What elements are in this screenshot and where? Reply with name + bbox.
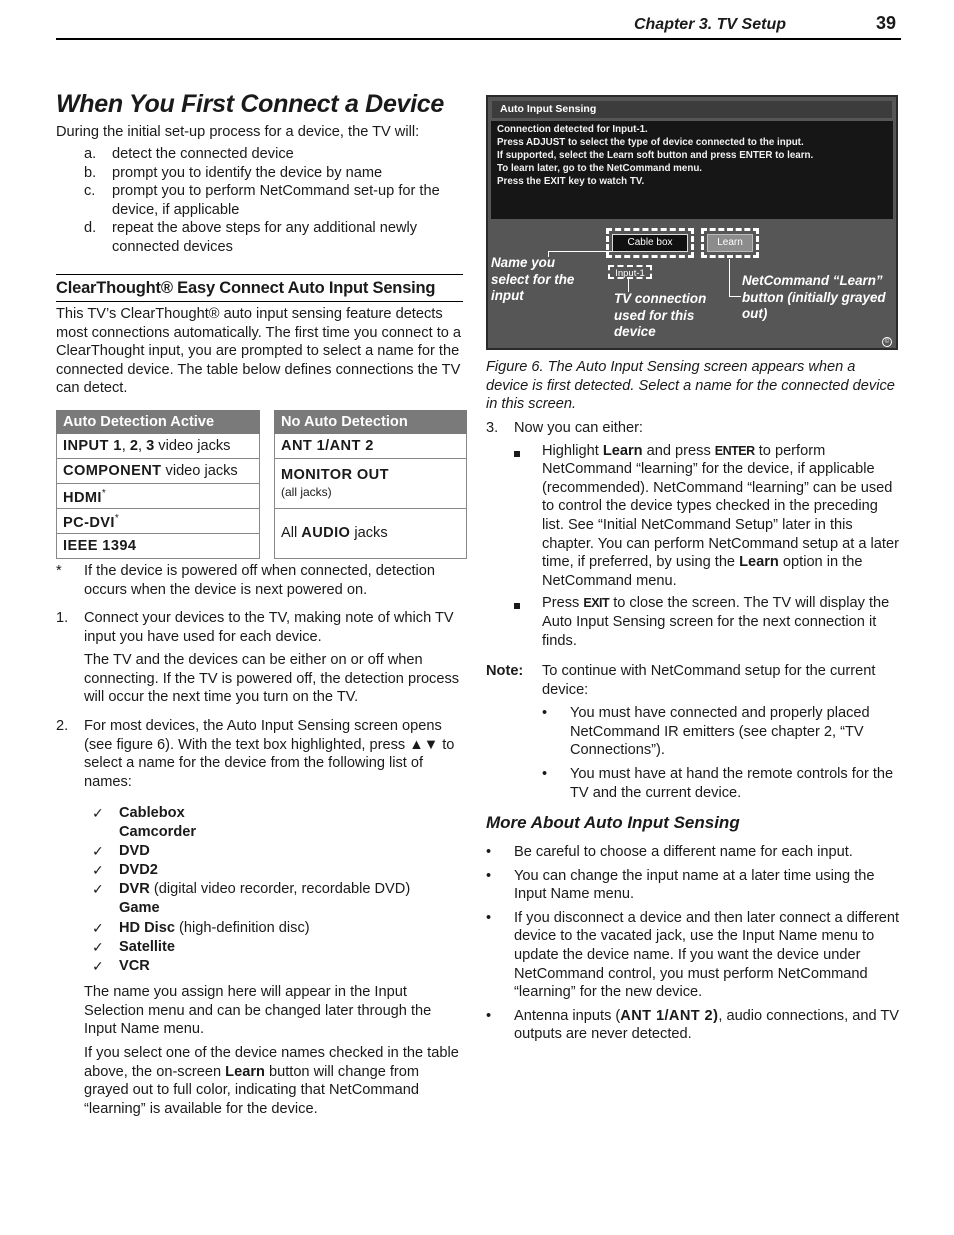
list-item-text: Be careful to choose a different name for each input. (514, 844, 853, 860)
callout-name: Name you select for the input (491, 255, 575, 304)
bullet-icon: • (486, 844, 492, 860)
subsection-title: More About Auto Input Sensing (486, 813, 740, 832)
setup-steps-list (84, 145, 464, 257)
auto-detection-table (56, 410, 260, 559)
page-title: When You First Connect a Device (56, 90, 445, 118)
auto-input-sensing-screen (486, 95, 898, 350)
table-row (57, 509, 260, 534)
list-item (486, 867, 900, 904)
step-1 (56, 609, 466, 707)
list-item (486, 843, 900, 862)
copyright-icon: © (882, 337, 892, 347)
bullet-icon: • (542, 705, 548, 722)
table-cell: IEEE 1394 (57, 534, 260, 559)
step-text: For most devices, the Auto Input Sensing screen opens (see figure 6). With the text box highlighted, press ▲▼ to select a name for the device from the following list of names: (84, 718, 455, 790)
list-item: ✓ DVD2 (92, 862, 158, 879)
learn-button[interactable]: Learn (707, 234, 753, 252)
intro-paragraph: During the initial set-up process for a device, the TV will: (56, 124, 420, 140)
table-cell: MONITOR OUT (all jacks) (275, 459, 467, 509)
list-item-text: You must have at hand the remote controls for the TV and the current device. (570, 765, 894, 801)
list-item-text: If you disconnect a device and then later connect a different device to the vacated jack, use the Input Name menu to update the device name. If you want the device under NetCommand control, you must perform NetCommand “learning” for the new device. (514, 909, 900, 1001)
screen-message-line: Press the EXIT key to watch TV. (497, 176, 645, 187)
bullet-icon: • (486, 867, 492, 884)
input-label: Input-1 (608, 265, 652, 279)
list-item-text: You can change the input name at a later time using the Input Name menu. (514, 867, 875, 903)
bullet-icon: • (542, 765, 548, 782)
device-name-button[interactable]: Cable box (612, 234, 688, 252)
figure-caption: Figure 6. The Auto Input Sensing screen appears when a device is first detected. Select a name for the connected device in this screen. (486, 359, 895, 413)
footnote (56, 562, 466, 599)
screen-message-line: If supported, select the Learn soft button and press ENTER to learn. (497, 150, 814, 161)
square-bullet-icon (514, 451, 520, 457)
step-2 (56, 717, 466, 791)
step-3 (486, 419, 900, 650)
list-marker: c. (84, 183, 96, 200)
list-item-text: repeat the above steps for any additional newly connected devices (112, 220, 418, 255)
callout-line (729, 259, 730, 297)
screen-message (491, 121, 893, 219)
step-text: Connect your devices to the TV, making note of which TV input you have used for each device. (84, 610, 454, 645)
device-names-list (92, 804, 452, 976)
screen-message-line: To learn later, go to the NetCommand menu. (497, 163, 703, 174)
list-item (514, 594, 900, 650)
list-item: Game (119, 900, 160, 917)
list-marker: b. (84, 164, 97, 181)
list-marker: d. (84, 220, 97, 237)
square-bullet-icon (514, 603, 520, 609)
more-list (486, 843, 900, 1044)
page-number: 39 (875, 13, 896, 33)
name-usage-paragraph: The name you assign here will appear in the Input Selection menu and can be changed later through the Input Name menu. (84, 984, 432, 1038)
list-item: ✓ VCR (92, 957, 150, 974)
table-cell: HDMI* (57, 484, 260, 509)
list-item-text: prompt you to perform NetCommand set-up for the device, if applicable (112, 183, 440, 218)
table-cell: INPUT 1, 2, 3 video jacks (57, 434, 260, 459)
table-cell: COMPONENT video jacks (57, 459, 260, 484)
note-label: Note: (486, 663, 524, 679)
list-item (542, 704, 900, 760)
step-text: Now you can either: (514, 420, 643, 436)
list-item (486, 909, 900, 1002)
callout-connection: TV connection used for this device (614, 291, 707, 340)
check-icon: ✓ (92, 862, 104, 879)
note-text: To continue with NetCommand setup for the current device: (542, 663, 876, 698)
check-icon: ✓ (92, 881, 104, 898)
section-title: ClearThought® Easy Connect Auto Input Sensing (56, 279, 436, 297)
list-item: ✓ DVR (digital video recorder, recordable DVD) (92, 881, 411, 898)
note-block (486, 662, 900, 802)
list-item: ✓ Cablebox (92, 805, 185, 821)
list-item (486, 1007, 900, 1044)
table-cell: All AUDIO jacks (275, 509, 467, 559)
step-text: The TV and the devices can be either on or off when connecting. If the TV is powered off, the detection process will occur the next time you turn on the TV. (84, 652, 460, 706)
list-marker: a. (84, 146, 97, 162)
screen-message-line: Connection detected for Input-1. (497, 124, 648, 135)
list-item: ✓ HD Disc (high-definition disc) (92, 919, 310, 936)
callout-line (729, 296, 741, 297)
table-row (57, 484, 260, 509)
table-row (57, 434, 260, 459)
table-row (275, 459, 467, 509)
learn-button-paragraph: If you select one of the device names checked in the table above, the on-screen Learn button will change from grayed out to full color, indicating that NetCommand “learning” is available for the device. (84, 1045, 459, 1117)
table-header: Auto Detection Active (57, 411, 260, 434)
check-icon: ✓ (92, 919, 104, 936)
step-number: 3. (486, 420, 499, 436)
table-row (275, 434, 467, 459)
bullet-icon: • (486, 909, 492, 926)
check-icon: ✓ (92, 843, 104, 860)
list-item: ✓ Satellite (92, 938, 175, 955)
list-item-text: Antenna inputs (ANT 1/ANT 2), audio connections, and TV outputs are never detected. (514, 1007, 899, 1043)
up-down-arrow-icon: ▲▼ (409, 736, 439, 753)
callout-line (548, 251, 612, 252)
list-item: ✓ DVD (92, 843, 150, 860)
screen-title: Auto Input Sensing (492, 101, 892, 118)
chapter-heading: Chapter 3. TV Setup (633, 16, 786, 33)
header-rule (56, 38, 901, 40)
callout-learn: NetCommand “Learn” button (initially grayed out) (742, 273, 886, 322)
no-auto-detection-table (274, 410, 467, 559)
table-row (57, 534, 260, 559)
step-number: 1. (56, 610, 69, 626)
list-item (84, 164, 464, 183)
section-rule-bottom (56, 301, 463, 302)
list-item-text: Press EXIT to close the screen. The TV will display the Auto Input Sensing screen for the next connection it finds. (542, 595, 890, 649)
screen-message-line: Press ADJUST to select the type of device connected to the input. (497, 137, 804, 148)
list-item-text: prompt you to identify the device by name (112, 164, 383, 181)
callout-line (628, 279, 629, 291)
list-item (84, 145, 464, 164)
table-row (275, 509, 467, 559)
step-number: 2. (56, 718, 69, 734)
section-rule-top (56, 274, 463, 275)
section-body: This TV’s ClearThought® auto input sensing feature detects most connections automatically. The first time you connect to a ClearThought input, you are prompted to select a name for the connected device. The table below defines connections the TV can detect. (56, 306, 462, 397)
list-item (542, 765, 900, 802)
check-icon: ✓ (92, 805, 104, 821)
bullet-icon: • (486, 1007, 492, 1024)
list-item-text: You must have connected and properly placed NetCommand IR emitters (see chapter 2, “TV Connections”). (570, 705, 870, 759)
list-item (84, 219, 464, 256)
check-icon: ✓ (92, 957, 104, 974)
list-item (514, 442, 900, 591)
list-item-text: detect the connected device (112, 146, 294, 162)
footnote-text: If the device is powered off when connected, detection occurs when the device is next powered on. (84, 563, 436, 598)
list-item: Camcorder (119, 824, 197, 841)
list-item (84, 182, 464, 219)
footnote-marker: * (56, 563, 62, 579)
check-icon: ✓ (92, 938, 104, 955)
list-item-text: Highlight Learn and press ENTER to perform NetCommand “learning” for the device, if applicable (recommended). NetCommand “learning” can be used to control the device types checked in the preceding list. See “Initial NetCommand Setup” later in this chapter. You can perform NetCommand setup at a later time, if preferred, by using the Learn option in the NetCommand menu. (542, 442, 899, 589)
table-row (57, 459, 260, 484)
table-header: No Auto Detection (275, 411, 467, 434)
table-cell: ANT 1/ANT 2 (275, 434, 467, 459)
table-cell: PC-DVI* (57, 509, 260, 534)
